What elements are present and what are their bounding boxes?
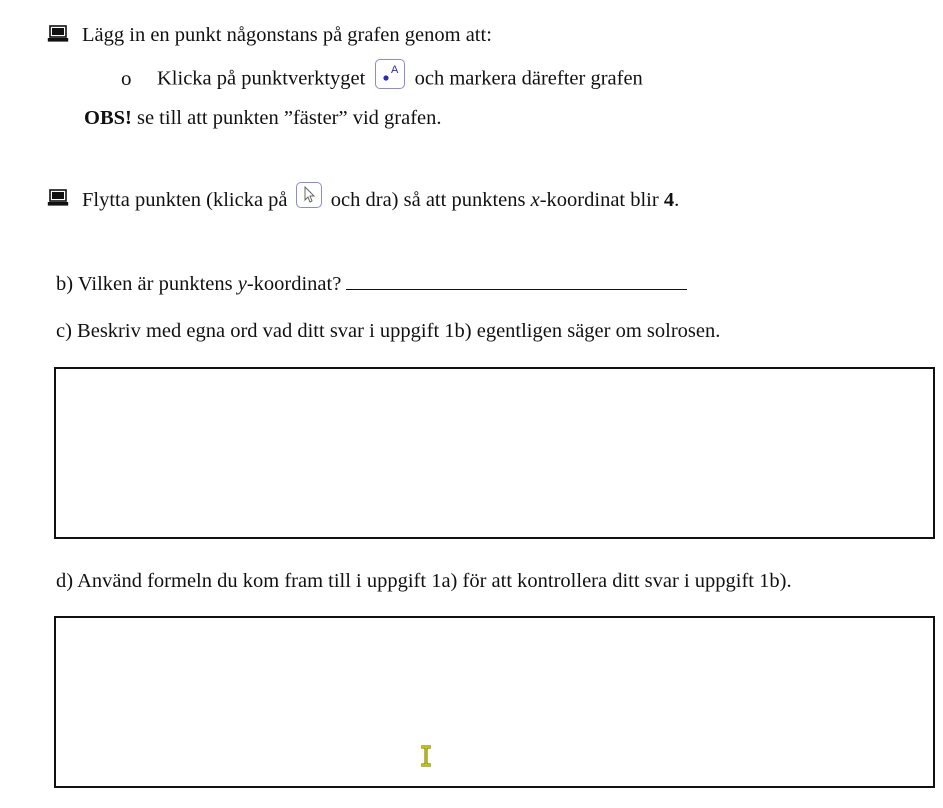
laptop-icon xyxy=(47,189,69,207)
question-d: d) Använd formeln du kom fram till i uppgift 1a) för att kontrollera ditt svar i uppgift 1b). xyxy=(56,570,792,592)
step1-sub-instruction xyxy=(157,65,643,95)
move-tool-icon[interactable] xyxy=(296,182,322,208)
question-b-before: b) Vilken är punktens xyxy=(56,273,238,295)
question-c: c) Beskriv med egna ord vad ditt svar i uppgift 1b) egentligen säger om solrosen. xyxy=(56,320,721,342)
step2-end: . xyxy=(674,189,680,211)
step2-instruction xyxy=(82,188,679,214)
answer-box-d[interactable] xyxy=(54,616,935,788)
step2-before: Flytta punkten (klicka på xyxy=(82,189,288,211)
text-cursor-icon xyxy=(419,745,433,767)
target-value: 4 xyxy=(663,189,675,211)
y-variable: y xyxy=(237,273,247,295)
step1-note xyxy=(84,106,442,130)
question-b-after: -koordinat? xyxy=(246,273,347,295)
note-text: se till att punkten ”fäster” vid grafen. xyxy=(131,107,442,129)
bullet-marker: o xyxy=(121,66,132,90)
x-variable: x xyxy=(530,189,540,211)
step2-after2: -koordinat blir xyxy=(539,189,664,211)
answer-line-b[interactable] xyxy=(346,269,687,290)
laptop-icon xyxy=(47,25,69,43)
step1-sub-after: och markera därefter grafen xyxy=(414,67,643,90)
question-b xyxy=(56,269,687,296)
point-tool-icon[interactable] xyxy=(375,59,405,89)
step2-after: och dra) så att punktens xyxy=(330,189,531,211)
point-tool-label: A xyxy=(391,64,399,76)
step1-sub-before: Klicka på punktverktyget xyxy=(157,67,366,90)
note-bold-label: OBS! xyxy=(84,107,132,129)
step1-instruction: Lägg in en punkt någonstans på grafen genom att: xyxy=(82,24,492,46)
answer-box-c[interactable] xyxy=(54,367,935,539)
